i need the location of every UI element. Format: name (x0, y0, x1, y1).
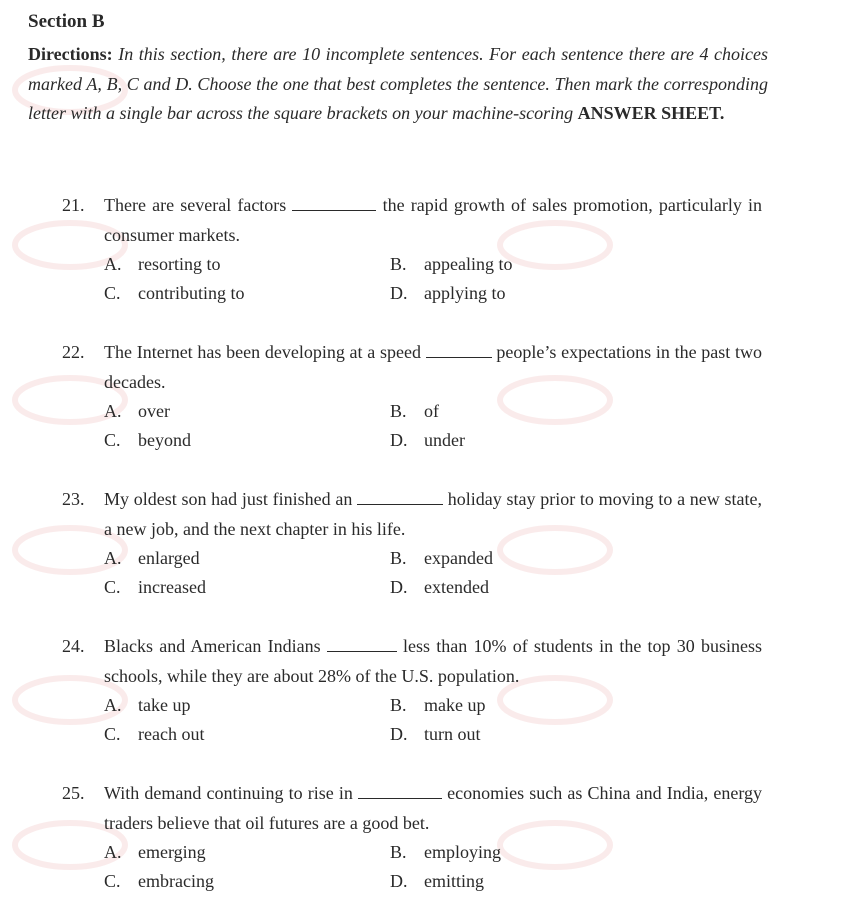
question-24 (62, 632, 762, 750)
option-text: emitting (424, 871, 484, 891)
option-c[interactable] (104, 426, 191, 456)
question-number: 22. (62, 342, 85, 362)
option-c[interactable] (104, 867, 214, 897)
option-c[interactable] (104, 279, 245, 309)
directions-answer-sheet: ANSWER SHEET (577, 103, 720, 123)
question-22 (62, 338, 762, 456)
question-stem (62, 338, 762, 397)
options (104, 544, 762, 603)
option-letter: C. (104, 430, 121, 450)
option-text: contributing to (138, 283, 245, 303)
option-letter: D. (390, 430, 408, 450)
option-letter: B. (390, 842, 407, 862)
option-d[interactable] (390, 573, 489, 603)
answer-blank (292, 192, 376, 211)
option-d[interactable] (390, 279, 506, 309)
option-text: embracing (138, 871, 214, 891)
question-text-after: economies such as China and India, energy traders believe that oil futures are a good bet. (104, 783, 762, 833)
question-text-after: less than 10% of students in the top 30 business schools, while they are about 28% of the U.S. population. (104, 636, 762, 686)
option-text: emerging (138, 842, 206, 862)
option-text: applying to (424, 283, 506, 303)
question-text-after: people’s expectations in the past two decades. (104, 342, 763, 392)
option-letter: D. (390, 283, 408, 303)
option-letter: D. (390, 577, 408, 597)
option-d[interactable] (390, 867, 484, 897)
option-letter: B. (390, 401, 407, 421)
option-text: under (424, 430, 465, 450)
options (104, 397, 762, 456)
option-letter: A. (104, 842, 122, 862)
answer-blank (358, 780, 442, 799)
option-letter: D. (390, 871, 408, 891)
question-text-before: The Internet has been developing at a speed (104, 342, 426, 362)
option-text: over (138, 401, 170, 421)
options (104, 691, 762, 750)
option-text: increased (138, 577, 206, 597)
directions-period: . (719, 103, 725, 123)
options (104, 250, 762, 309)
option-letter: A. (104, 401, 122, 421)
option-letter: B. (390, 254, 407, 274)
option-text: extended (424, 577, 489, 597)
question-stem (62, 191, 762, 250)
option-letter: A. (104, 254, 122, 274)
option-letter: D. (390, 724, 408, 744)
option-letter: B. (390, 695, 407, 715)
option-letter: A. (104, 695, 122, 715)
option-text: beyond (138, 430, 191, 450)
option-b[interactable] (390, 544, 493, 574)
question-number: 23. (62, 489, 85, 509)
question-text-before: There are several factors (104, 195, 293, 215)
option-d[interactable] (390, 426, 465, 456)
question-text-after: the rapid growth of sales promotion, particularly in consumer markets. (104, 195, 762, 245)
question-text-before: With demand continuing to rise in (104, 783, 359, 803)
options (104, 838, 762, 897)
option-letter: B. (390, 548, 407, 568)
option-a[interactable] (104, 838, 206, 868)
option-b[interactable] (390, 250, 512, 280)
answer-blank (426, 339, 492, 358)
question-text-before: Blacks and American Indians (104, 636, 327, 656)
question-text-before: My oldest son had just finished an (104, 489, 358, 509)
option-text: enlarged (138, 548, 200, 568)
directions-paragraph (28, 40, 768, 129)
question-21 (62, 191, 762, 309)
option-a[interactable] (104, 544, 200, 574)
question-stem (62, 485, 762, 544)
question-number: 25. (62, 783, 85, 803)
option-a[interactable] (104, 397, 170, 427)
option-letter: C. (104, 871, 121, 891)
answer-blank (327, 633, 397, 652)
option-text: resorting to (138, 254, 221, 274)
question-stem (62, 632, 762, 691)
question-number: 21. (62, 195, 85, 215)
question-stem (62, 779, 762, 838)
option-text: take up (138, 695, 191, 715)
option-b[interactable] (390, 691, 485, 721)
option-text: appealing to (424, 254, 513, 274)
question-number: 24. (62, 636, 85, 656)
option-a[interactable] (104, 250, 221, 280)
directions-colon: : (106, 44, 113, 64)
section-title: Section B (28, 11, 105, 32)
option-letter: A. (104, 548, 122, 568)
option-text: employing (424, 842, 501, 862)
option-text: reach out (138, 724, 205, 744)
option-text: turn out (424, 724, 481, 744)
option-c[interactable] (104, 720, 204, 750)
option-b[interactable] (390, 838, 501, 868)
option-a[interactable] (104, 691, 190, 721)
option-c[interactable] (104, 573, 206, 603)
option-text: expanded (424, 548, 493, 568)
option-letter: C. (104, 724, 121, 744)
directions-body: In this section, there are 10 incomplete sentences. For each sentence there are 4 choices marked A, B, C and D. Choose the one that best completes the sentence. Then mark the corresponding letter with a single bar across the square brackets on your machine-scoring (28, 44, 769, 123)
option-d[interactable] (390, 720, 481, 750)
option-b[interactable] (390, 397, 439, 427)
answer-blank (357, 486, 443, 505)
question-25 (62, 779, 762, 897)
option-text: make up (424, 695, 486, 715)
option-letter: C. (104, 283, 121, 303)
option-text: of (424, 401, 439, 421)
question-text-after: holiday stay prior to moving to a new state, a new job, and the next chapter in his life. (104, 489, 762, 539)
option-letter: C. (104, 577, 121, 597)
directions-label: Directions (28, 44, 107, 64)
question-23 (62, 485, 762, 603)
